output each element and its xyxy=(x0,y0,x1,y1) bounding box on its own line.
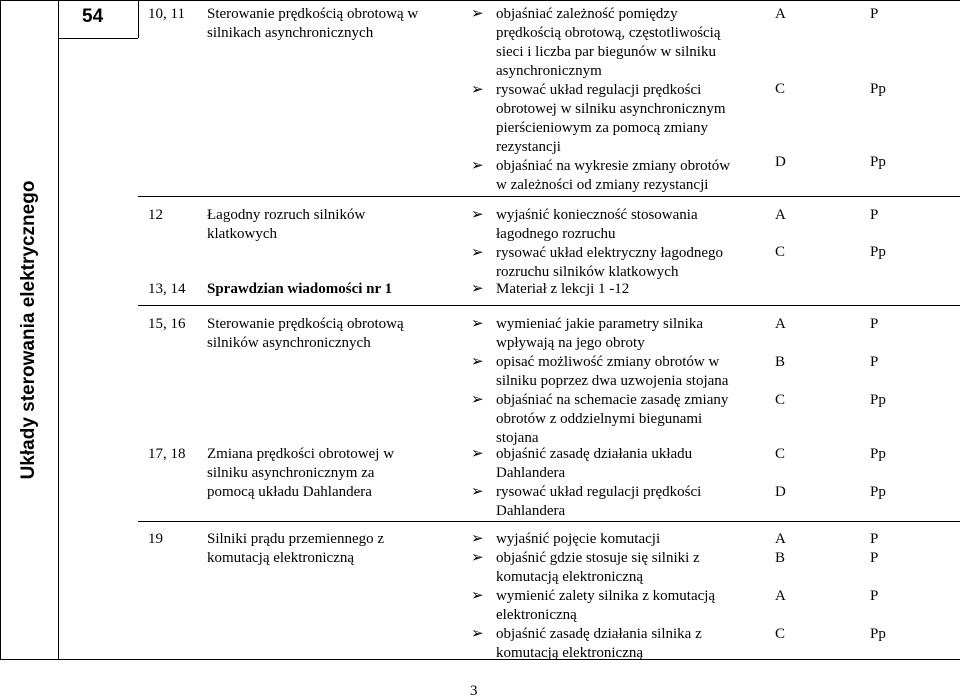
lesson-topic: Sterowanie prędkością obrotową w silnikach asynchronicznych xyxy=(207,6,419,41)
lesson-topic: Silniki prądu przemiennego z komutacją elektroniczną xyxy=(207,531,385,566)
level-value: P xyxy=(870,588,879,604)
category-value: A xyxy=(775,207,786,223)
bullet-arrow-icon: ➢ xyxy=(471,550,484,566)
bullet-arrow-icon: ➢ xyxy=(471,484,484,500)
row-divider xyxy=(58,38,138,39)
bullet-arrow-icon: ➢ xyxy=(471,245,484,261)
bullet-arrow-icon: ➢ xyxy=(471,281,484,297)
level-value: P xyxy=(870,316,879,332)
list-item: ➢ objaśnić zasadę działania układu Dahlandera xyxy=(471,446,693,481)
level-value: Pp xyxy=(870,154,886,170)
category-value: C xyxy=(775,244,786,260)
category-value: C xyxy=(775,81,786,97)
list-item: ➢ rysować układ regulacji prędkości obrotowej w silniku asynchronicznym pierścieniowym za pomocą zmiany rezystancji xyxy=(471,82,726,155)
list-item: ➢ wymienić zalety silnika z komutacją elektroniczną xyxy=(471,588,716,623)
level-value: P xyxy=(870,6,879,22)
category-value: D xyxy=(775,484,786,500)
row-divider xyxy=(138,196,960,197)
list-item: ➢ wyjaśnić konieczność stosowania łagodnego rozruchu xyxy=(471,207,698,242)
category-value: C xyxy=(775,446,786,462)
level-value: Pp xyxy=(870,81,886,97)
lesson-number: 12 xyxy=(148,207,163,223)
list-item: ➢ objaśnić zasadę działania silnika z komutacją elektroniczną xyxy=(471,626,702,661)
level-value: P xyxy=(870,354,879,370)
row-divider xyxy=(138,305,960,306)
list-item: ➢ opisać możliwość zmiany obrotów w silniku poprzez dwa uzwojenia stojana xyxy=(471,354,729,389)
lesson-topic: Zmiana prędkości obrotowej w silniku asynchronicznym za pomocą układu Dahlandera xyxy=(207,446,395,500)
category-value: A xyxy=(775,588,786,604)
bullet-arrow-icon: ➢ xyxy=(471,626,484,642)
bullet-arrow-icon: ➢ xyxy=(471,354,484,370)
category-value: B xyxy=(775,550,786,566)
list-item: ➢ objaśnić gdzie stosuje się silniki z komutacją elektroniczną xyxy=(471,550,700,585)
lesson-number: 17, 18 xyxy=(148,446,186,462)
list-item: ➢ rysować układ regulacji prędkości Dahlandera xyxy=(471,484,702,519)
table-border-top xyxy=(0,0,960,1)
level-value: Pp xyxy=(870,446,886,462)
section-title: Układy sterowania elektrycznego xyxy=(18,180,39,480)
lesson-topic: Sprawdzian wiadomości nr 1 xyxy=(207,281,393,297)
level-value: Pp xyxy=(870,626,886,642)
level-value: Pp xyxy=(870,484,886,500)
list-item: ➢ objaśniać na wykresie zmiany obrotów w zależności od zmiany rezystancji xyxy=(471,158,731,193)
lesson-number: 15, 16 xyxy=(148,316,186,332)
level-value: Pp xyxy=(870,244,886,260)
category-value: A xyxy=(775,6,786,22)
list-item: ➢ wyjaśnić pojęcie komutacji xyxy=(471,531,661,547)
bullet-arrow-icon: ➢ xyxy=(471,531,484,547)
bullet-arrow-icon: ➢ xyxy=(471,316,484,332)
page-number: 3 xyxy=(470,683,478,699)
level-value: P xyxy=(870,531,879,547)
category-value: C xyxy=(775,392,786,408)
level-value: Pp xyxy=(870,392,886,408)
lesson-number: 10, 11 xyxy=(148,6,185,22)
lesson-topic: Łagodny rozruch silników klatkowych xyxy=(207,207,366,242)
category-value: C xyxy=(775,626,786,642)
objectives-list xyxy=(471,315,728,448)
list-item: ➢ wymieniać jakie parametry silnika wpływają na jego obroty xyxy=(471,316,704,351)
category-value: A xyxy=(775,316,786,332)
list-item: ➢ objaśniać zależność pomiędzy prędkością obrotową, częstotliwością sieci i liczba par biegunów w silniku asynchronicznym xyxy=(471,6,721,79)
column-divider xyxy=(58,0,59,660)
objectives-list xyxy=(471,445,701,521)
bullet-arrow-icon: ➢ xyxy=(471,588,484,604)
bullet-arrow-icon: ➢ xyxy=(471,207,484,223)
lesson-number: 13, 14 xyxy=(148,281,186,297)
objectives-list xyxy=(471,280,629,299)
section-title-cell xyxy=(0,0,58,660)
bullet-arrow-icon: ➢ xyxy=(471,446,484,462)
row-divider xyxy=(138,521,960,522)
bullet-arrow-icon: ➢ xyxy=(471,158,484,174)
category-value: B xyxy=(775,354,786,370)
level-value: P xyxy=(870,550,879,566)
objectives-list xyxy=(471,206,723,282)
bullet-arrow-icon: ➢ xyxy=(471,6,484,22)
list-item: ➢ objaśniać na schemacie zasadę zmiany obrotów z oddzielnymi biegunami stojana xyxy=(471,392,729,446)
list-item: ➢ Materiał z lekcji 1 -12 xyxy=(471,281,630,297)
lesson-number: 19 xyxy=(148,531,163,547)
bullet-arrow-icon: ➢ xyxy=(471,82,484,98)
category-value: D xyxy=(775,154,786,170)
list-item: ➢ rysować układ elektryczny łagodnego rozruchu silników klatkowych xyxy=(471,245,723,280)
category-value: A xyxy=(775,531,786,547)
objectives-list xyxy=(471,530,715,663)
section-number: 54 xyxy=(82,6,104,27)
bullet-arrow-icon: ➢ xyxy=(471,392,484,408)
level-value: P xyxy=(870,207,879,223)
lesson-topic: Sterowanie prędkością obrotową silników asynchronicznych xyxy=(207,316,404,351)
objectives-list xyxy=(471,5,730,195)
row-divider xyxy=(138,0,139,38)
